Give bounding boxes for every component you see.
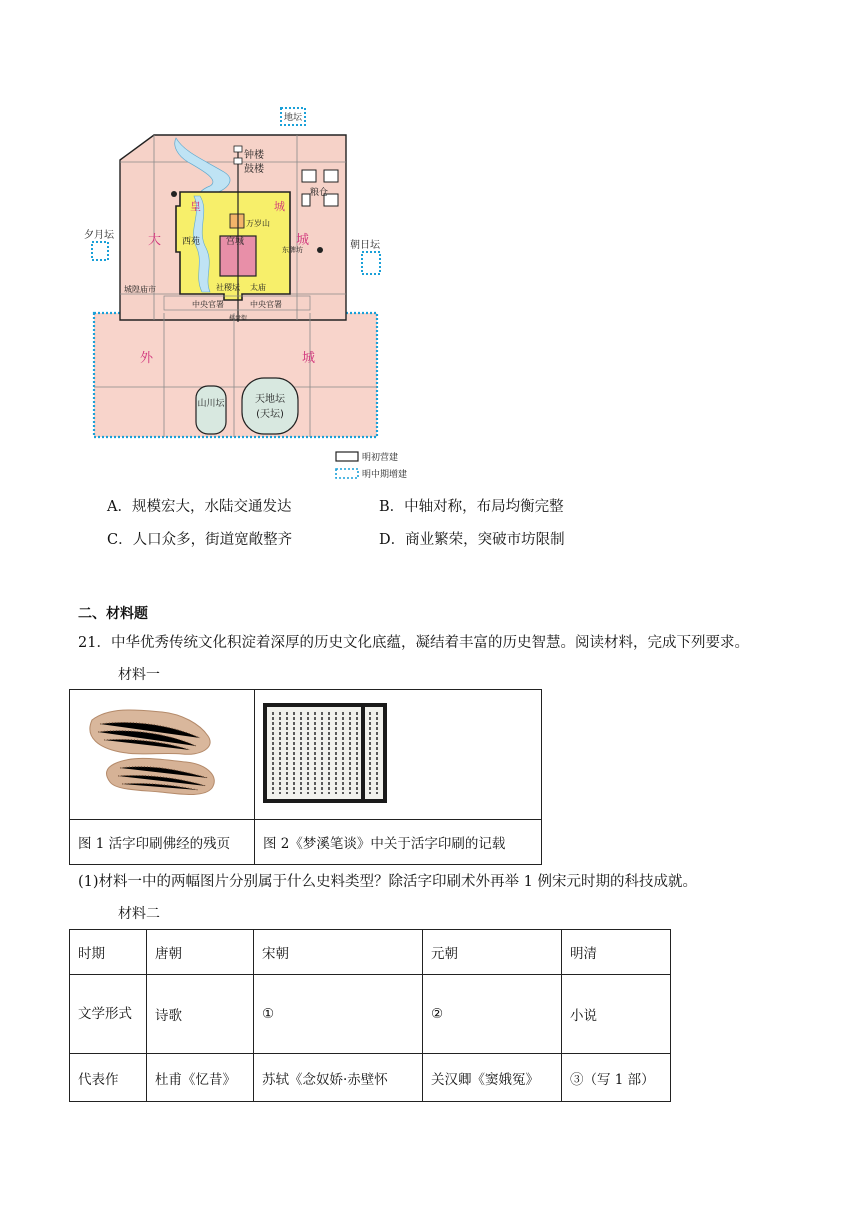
table-cell: 唐朝 bbox=[147, 930, 254, 975]
option-c: C．人口众多，街道宽敞整齐 bbox=[107, 532, 293, 548]
figure1-buddhist-sutra-fragment bbox=[70, 690, 254, 815]
xiyuan-label: 西苑 bbox=[182, 237, 201, 247]
zhongyang1-label: 中央官署 bbox=[192, 300, 224, 309]
legend-early-label: 明初营建 bbox=[362, 453, 399, 463]
gongcheng-label: 宫城 bbox=[226, 237, 245, 247]
table-cell: 代表作 bbox=[70, 1054, 147, 1102]
material2-label: 材料二 bbox=[118, 906, 160, 922]
taimiao-label: 太庙 bbox=[250, 283, 266, 292]
option-a: A．规模宏大，水陆交通发达 bbox=[107, 499, 292, 515]
material2-table bbox=[69, 929, 671, 1102]
table-cell: 明清 bbox=[562, 930, 671, 975]
gulou-label: 鼓楼 bbox=[244, 164, 264, 175]
tiantan-label: (天坛) bbox=[256, 409, 284, 420]
miaoshi-label: 城隍庙市 bbox=[124, 285, 156, 294]
map-svg bbox=[84, 102, 420, 490]
qipanjie-label: 棋盘街 bbox=[229, 315, 248, 322]
shanchuan-box bbox=[196, 386, 226, 434]
figure2-caption: 图 2《梦溪笔谈》中关于活字印刷的记载 bbox=[255, 820, 542, 865]
subquestion-1: (1)材料一中的两幅图片分别属于什么史料类型？除活字印刷术外再举 1 例宋元时期的科技成就。 bbox=[78, 874, 697, 890]
tiandi-box bbox=[242, 378, 298, 434]
table-row bbox=[70, 930, 671, 975]
table-cell: 关汉卿《窦娥冤》 bbox=[423, 1054, 562, 1102]
table-cell: ② bbox=[423, 975, 562, 1054]
legend-mid-label: 明中期增建 bbox=[362, 470, 408, 480]
wai-label: 外 bbox=[140, 351, 154, 366]
tiandi-label: 天地坛 bbox=[255, 394, 285, 405]
option-d: D．商业繁荣，突破市坊限制 bbox=[379, 532, 565, 548]
zhongyang2-label: 中央官署 bbox=[250, 300, 282, 309]
sheji-label: 社稷坛 bbox=[216, 283, 240, 292]
chaoritan-label: 朝日坛 bbox=[350, 240, 380, 251]
cheng-mid-label: 城 bbox=[296, 233, 310, 248]
beijing-ming-map bbox=[84, 102, 420, 490]
table-cell: 文学形式 bbox=[70, 975, 147, 1054]
cheng-lower-label: 城 bbox=[302, 351, 316, 366]
table-cell: 杜甫《忆昔》 bbox=[147, 1054, 254, 1102]
shanchuan-label: 山川坛 bbox=[197, 399, 225, 409]
da-label: 大 bbox=[148, 233, 162, 248]
ditan-label: 地坛 bbox=[283, 113, 303, 123]
legend-early-swatch bbox=[336, 452, 358, 461]
huang-label: 皇 bbox=[190, 200, 201, 213]
liangcang-label: 粮仓 bbox=[310, 188, 329, 198]
material1-table bbox=[69, 689, 542, 865]
option-b: B．中轴对称，布局均衡完整 bbox=[379, 499, 564, 515]
question-21: 21．中华优秀传统文化积淀着深厚的历史文化底蕴，凝结着丰富的历史智慧。阅读材料，完成下列要求。 bbox=[78, 635, 749, 651]
figure2-mengxi-bitan-page bbox=[255, 690, 541, 815]
table-cell: 诗歌 bbox=[147, 975, 254, 1054]
legend-mid-swatch bbox=[336, 469, 358, 478]
wansuishan-label: 万岁山 bbox=[246, 219, 270, 228]
xiyuetan-box bbox=[92, 242, 108, 260]
outer-city-area bbox=[94, 313, 377, 437]
table-row bbox=[70, 1054, 671, 1102]
figure1-cell bbox=[70, 690, 255, 820]
table-cell: ③（写 1 部） bbox=[562, 1054, 671, 1102]
section-title: 二、材料题 bbox=[78, 606, 148, 622]
dongpaifang-label: 东牌坊 bbox=[282, 246, 303, 254]
table-cell: 苏轼《念奴娇·赤壁怀 bbox=[254, 1054, 423, 1102]
table-cell: 元朝 bbox=[423, 930, 562, 975]
cheng-upper-label: 城 bbox=[274, 200, 285, 213]
table-cell: ① bbox=[254, 975, 423, 1054]
figure1-caption: 图 1 活字印刷佛经的残页 bbox=[70, 820, 255, 865]
chaoritan-box bbox=[362, 252, 380, 274]
table-row bbox=[70, 975, 671, 1054]
table-cell: 小说 bbox=[562, 975, 671, 1054]
figure2-cell bbox=[255, 690, 542, 820]
zhonglou-label: 钟楼 bbox=[244, 150, 264, 161]
table-cell: 宋朝 bbox=[254, 930, 423, 975]
table-cell: 时期 bbox=[70, 930, 147, 975]
material1-label: 材料一 bbox=[118, 667, 160, 683]
xiyuetan-label: 夕月坛 bbox=[84, 230, 114, 241]
